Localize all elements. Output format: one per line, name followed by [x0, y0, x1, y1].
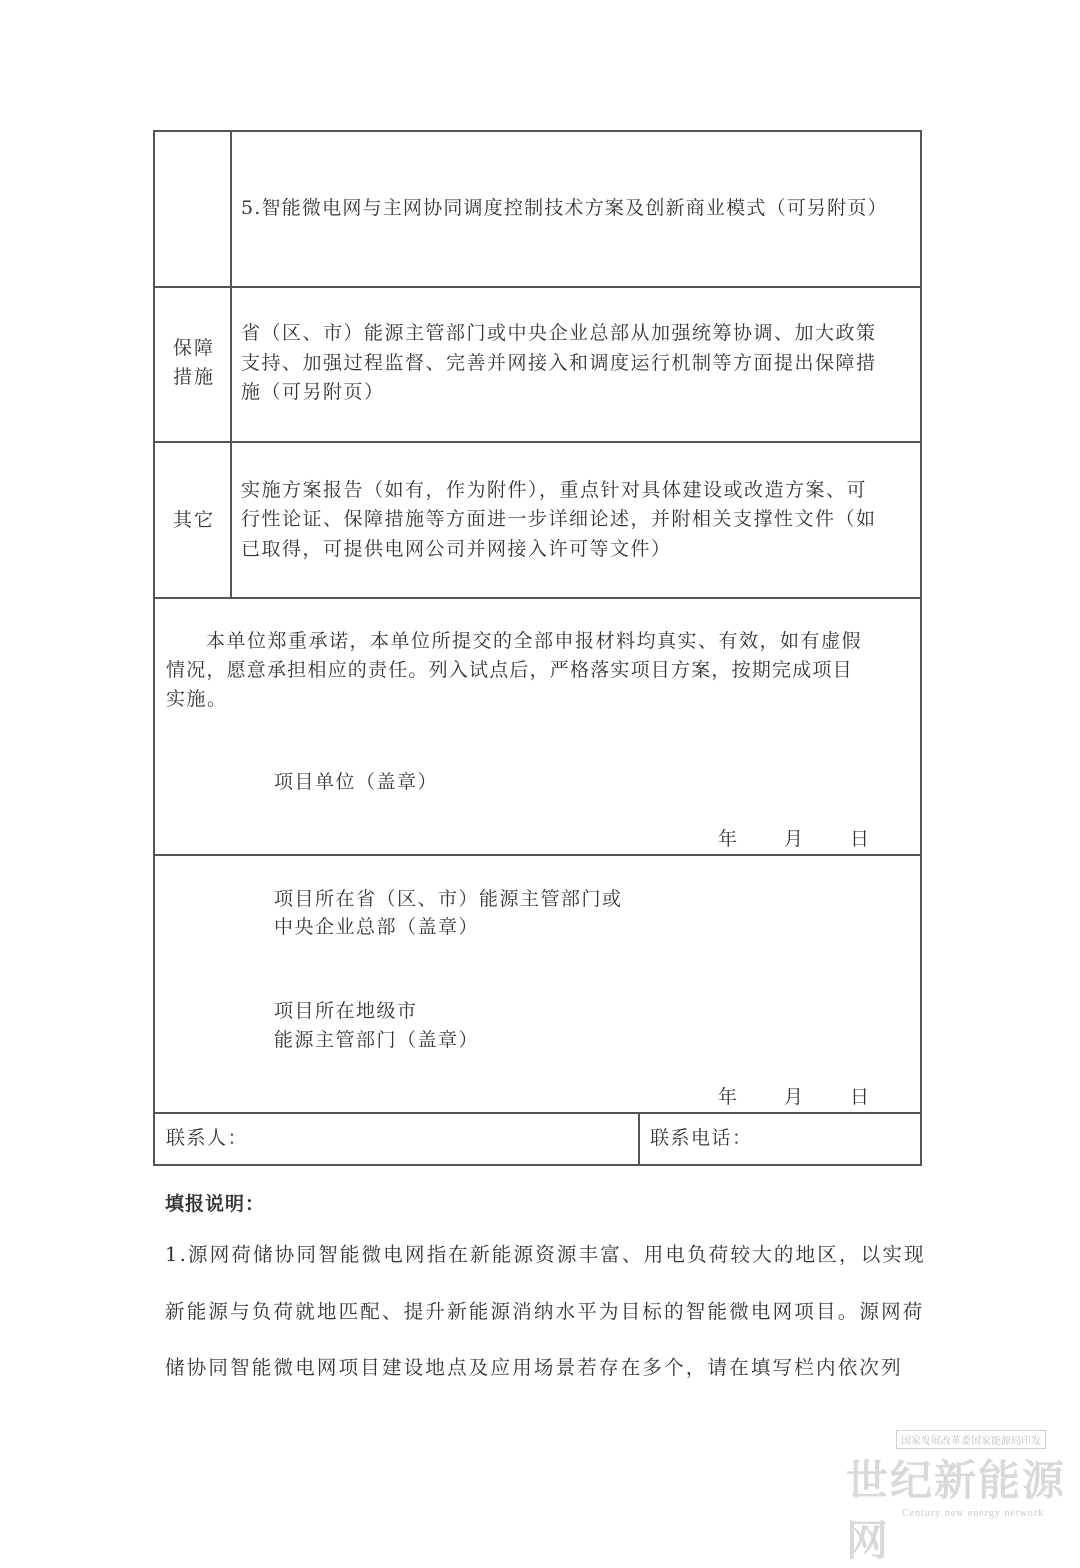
table-divider [153, 854, 922, 856]
contact-phone-label: 联系电话： [650, 1127, 753, 1149]
technical-plan-item: 5.智能微电网与主网协同调度控制技术方案及创新商业模式（可另附页） [241, 197, 888, 219]
date-year: 年 [718, 828, 739, 850]
row-label-safeguards [172, 334, 216, 392]
table-divider [153, 597, 922, 599]
content-line: 支持、加强过程监督、完善并网接入和调度运行机制等方面提出保障措 [241, 352, 877, 374]
approval-line: 项目所在地级市 [274, 1000, 418, 1022]
date-month: 月 [784, 828, 805, 850]
approval-line: 中央企业总部（盖章） [274, 916, 480, 938]
date-month: 月 [784, 1086, 805, 1108]
row-label-line: 措施 [172, 366, 215, 388]
watermark-tag: 国家发展改革委国家能源局印发 [896, 1430, 1046, 1449]
content-line: 已取得，可提供电网公司并网接入许可等文件） [241, 538, 672, 560]
table-border-bottom [153, 1164, 922, 1166]
approval-line: 能源主管部门（盖章） [274, 1029, 480, 1051]
date-year: 年 [718, 1086, 739, 1108]
notes-line: 1.源网荷储协同智能微电网指在新能源资源丰富、用电负荷较大的地区，以实现 [165, 1243, 926, 1266]
notes-line: 储协同智能微电网项目建设地点及应用场景若存在多个，请在填写栏内依次列 [165, 1356, 903, 1379]
watermark-english: Century new energy network [902, 1508, 1045, 1519]
content-line: 行性论证、保障措施等方面进一步详细论述，并附相关支撑性文件（如 [241, 508, 877, 530]
contact-person-label: 联系人： [166, 1127, 249, 1149]
table-border-top [153, 130, 922, 132]
row-label-other: 其它 [172, 509, 215, 531]
table-divider [153, 441, 922, 443]
table-divider [153, 1112, 922, 1114]
watermark-logo-text: 世纪新能源网 [846, 1456, 1067, 1565]
commitment-line: 实施。 [166, 688, 228, 710]
date-day: 日 [850, 828, 871, 850]
commitment-line: 情况，愿意承担相应的责任。列入试点后，严格落实项目方案，按期完成项目 [166, 659, 853, 681]
table-border-left [153, 130, 155, 1165]
date-day: 日 [850, 1086, 871, 1108]
contact-column-divider [638, 1112, 640, 1165]
table-border-right [920, 130, 922, 1165]
notes-title: 填报说明： [165, 1193, 266, 1215]
table-divider [153, 286, 922, 288]
label-column-divider [230, 130, 232, 598]
commitment-line: 本单位郑重承诺，本单位所提交的全部申报材料均真实、有效，如有虚假 [206, 630, 863, 652]
content-line: 实施方案报告（如有，作为附件），重点针对具体建设或改造方案、可 [241, 479, 868, 501]
content-line: 施（可另附页） [241, 381, 385, 403]
project-unit-stamp: 项目单位（盖章） [274, 771, 439, 793]
notes-line: 新能源与负荷就地匹配、提升新能源消纳水平为目标的智能微电网项目。源网荷 [165, 1300, 925, 1323]
row-label-line: 保障 [172, 337, 215, 359]
approval-line: 项目所在省（区、市）能源主管部门或 [274, 888, 623, 910]
content-line: 省（区、市）能源主管部门或中央企业总部从加强统筹协调、加大政策 [241, 322, 877, 344]
